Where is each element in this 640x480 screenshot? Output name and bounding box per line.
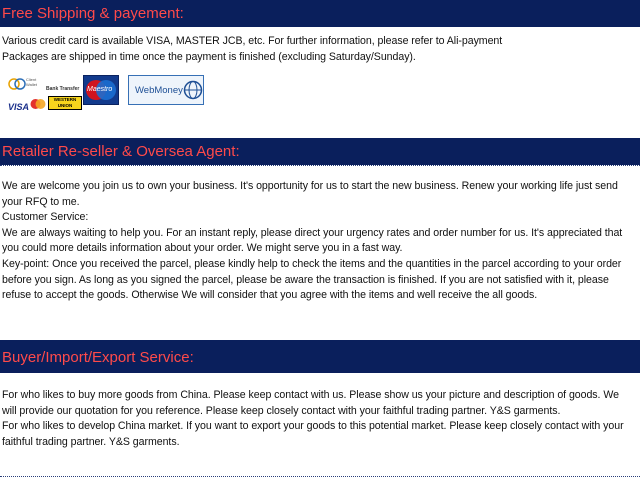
mastercard-logo [30,97,46,109]
section-header [0,340,640,373]
paragraph: We are welcome you join us to own your business. It's opportunity for us to start the new business. Renew your working life just send your RFQ to me. [2,180,618,208]
section-header [0,138,640,165]
visa-label: VISA [8,102,30,113]
bank-transfer-logo [46,77,86,93]
paragraph: For who likes to buy more goods from China. Please keep contact with us. Please show us your picture and description of goods. We will provide our quotation for you reference. Please keep closely contact with your faithful trading partner. Y&S garments. [2,389,619,417]
paragraph: Various credit card is available VISA, MASTER JCB, etc. For further information, please refer to Ali-payment [2,35,503,47]
maestro-logo [83,75,119,105]
section-title: Free Shipping & payement: [2,5,184,22]
paragraph: We are always waiting to help you. For an instant reply, please direct your urgency rates and order number for us. It's appreciated that you could more details information about your order. We might serve you in a fast way. [2,226,623,255]
section-title: Buyer/Import/Export Service: [2,349,194,366]
webmoney-globe-icon [183,80,203,100]
webmoney-logo [128,75,204,105]
section-body [0,166,640,304]
section-header [0,0,640,27]
section-retailer-agent [0,138,640,340]
bank-transfer-label: Bank Transfer [46,86,80,93]
section-body [0,27,640,65]
section-body [0,373,640,450]
ewallet-label: Client Wallet [26,77,37,88]
visa-logo [8,97,30,113]
section-shipping-payment [0,0,640,138]
maestro-label: Maestro [87,86,113,94]
divider [0,476,640,477]
paragraph: Key-point: Once you received the parcel, please kindly help to check the items and the quantities in the parcel according to your order before you sign. As long as you signed the parcel, please be aware the transaction is finished. If you are not satisfied with it, please refuse to accept the goods. Otherwise We will consider that you agree with the items and well receive the all goods. [2,257,622,302]
mastercard-icon [30,98,46,110]
payment-logos [6,75,640,117]
western-union-label: WESTERN UNION [53,97,77,109]
paragraph: Packages are shipped in time once the payment is finished (excluding Saturday/Sunday). [2,50,416,63]
paragraph: For who likes to develop China market. If you want to export your goods to this potential market. Please keep closely contact with your faithful trading partner. Y&S garments. [2,420,624,448]
section-title: Retailer Re-seller & Oversea Agent: [2,143,240,160]
webmoney-label: WebMoney [135,85,183,97]
paragraph: Customer Service: [2,211,89,224]
western-union-logo [48,96,82,110]
ewallet-logo [8,77,42,91]
section-buyer-import-export [0,340,640,480]
